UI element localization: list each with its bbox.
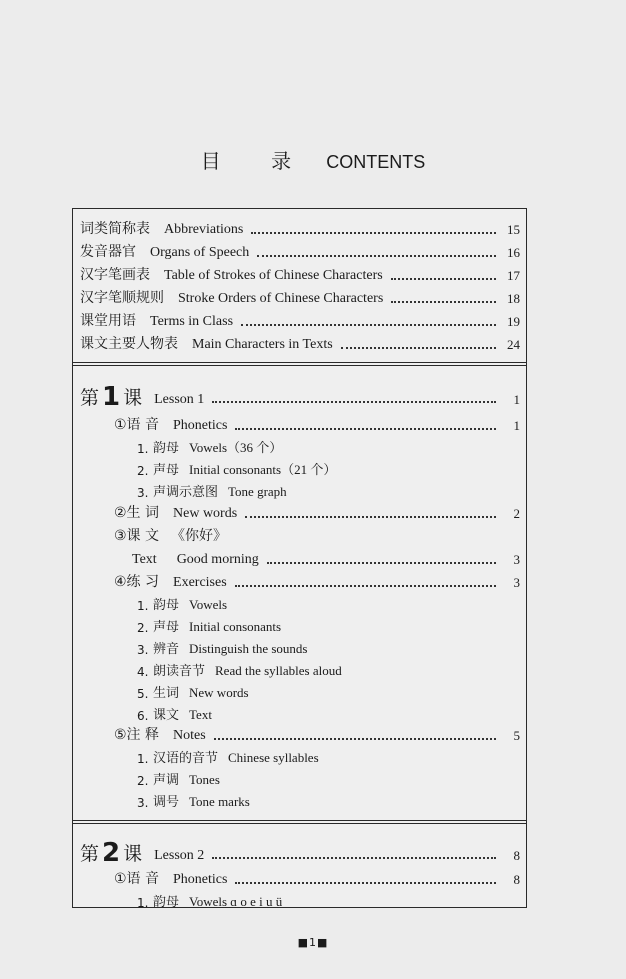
toc-entry-terms-in-class[interactable]: 课堂用语 Terms in Class 19 bbox=[80, 313, 520, 329]
list-item: 1. 汉语的音节 Chinese syllables bbox=[137, 750, 319, 766]
list-item: 2. 声母 Initial consonants bbox=[137, 619, 282, 635]
page-number: 1 bbox=[513, 418, 520, 433]
page-number: 1 bbox=[513, 392, 520, 407]
page-number: 8 bbox=[513, 848, 520, 863]
dot-leader bbox=[267, 562, 496, 564]
section-divider bbox=[72, 362, 527, 366]
dot-leader bbox=[235, 882, 496, 884]
lesson-number: 2 bbox=[102, 838, 121, 868]
list-item: 3. 调号 Tone marks bbox=[137, 794, 250, 810]
list-item: 1. 韵母 Vowels ɑ o e i u ü bbox=[137, 894, 283, 910]
toc-lesson-1-exercises[interactable]: ④练 习 Exercises 3 bbox=[114, 574, 520, 590]
toc-lesson-1-phonetics[interactable]: ①语 音 Phonetics 1 bbox=[114, 417, 520, 433]
dot-leader bbox=[235, 428, 496, 430]
dot-leader bbox=[214, 738, 496, 740]
dot-leader bbox=[257, 255, 496, 257]
dot-leader bbox=[235, 585, 496, 587]
lesson-number: 1 bbox=[102, 382, 121, 412]
toc-entry-table-of-strokes[interactable]: 汉字笔画表 Table of Strokes of Chinese Characters 17 bbox=[80, 267, 520, 283]
list-item: 1. 韵母 Vowels bbox=[137, 597, 228, 613]
dot-leader bbox=[391, 301, 496, 303]
toc-entry-organs-of-speech[interactable]: 发音器官 Organs of Speech 16 bbox=[80, 244, 520, 260]
dot-leader bbox=[251, 232, 496, 234]
page-number: 19 bbox=[507, 314, 520, 329]
dot-leader bbox=[391, 278, 496, 280]
dot-leader bbox=[212, 857, 496, 859]
page-number: 5 bbox=[513, 728, 520, 743]
dot-leader bbox=[341, 347, 496, 349]
toc-entry-main-characters[interactable]: 课文主要人物表 Main Characters in Texts 24 bbox=[80, 336, 520, 352]
page-number: 8 bbox=[513, 872, 520, 887]
toc-lesson-1-text[interactable]: ③课 文 《你好》 bbox=[114, 528, 228, 544]
toc-lesson-1-notes[interactable]: ⑤注 释 Notes 5 bbox=[114, 727, 520, 743]
page-number: 24 bbox=[507, 337, 520, 352]
section-divider bbox=[72, 820, 527, 824]
toc-lesson-1-text-english[interactable]: Text Good morning 3 bbox=[132, 552, 520, 567]
dot-leader bbox=[245, 516, 496, 518]
toc-lesson-2-phonetics[interactable]: ①语 音 Phonetics 8 bbox=[114, 871, 520, 887]
toc-lesson-2[interactable]: 第 2 课 Lesson 2 8 bbox=[80, 838, 520, 868]
dot-leader bbox=[241, 324, 496, 326]
toc-lesson-1[interactable]: 第 1 课 Lesson 1 1 bbox=[80, 382, 520, 412]
page-number: 17 bbox=[507, 268, 520, 283]
page-number: 3 bbox=[513, 552, 520, 567]
page-title bbox=[0, 145, 626, 174]
list-item: 2. 声调 Tones bbox=[137, 772, 220, 788]
list-item: 1. 韵母 Vowels（36 个） bbox=[137, 440, 283, 456]
page-footer-number: ■1■ bbox=[297, 936, 329, 949]
page-number: 3 bbox=[513, 575, 520, 590]
list-item: 5. 生词 New words bbox=[137, 685, 249, 701]
toc-entry-abbreviations[interactable]: 词类简称表 Abbreviations 15 bbox=[80, 221, 520, 237]
page-number: 2 bbox=[513, 506, 520, 521]
list-item: 6. 课文 Text bbox=[137, 707, 212, 723]
list-item: 3. 声调示意图 Tone graph bbox=[137, 484, 287, 500]
title-chinese: 目 录 bbox=[200, 149, 314, 173]
title-english: CONTENTS bbox=[326, 152, 426, 172]
toc-entry-stroke-orders[interactable]: 汉字笔顺规则 Stroke Orders of Chinese Characters 18 bbox=[80, 290, 520, 306]
dot-leader bbox=[212, 401, 496, 403]
page-number: 15 bbox=[507, 222, 520, 237]
toc-lesson-1-new-words[interactable]: ②生 词 New words 2 bbox=[114, 505, 520, 521]
list-item: 4. 朗读音节 Read the syllables aloud bbox=[137, 663, 342, 679]
page-number: 16 bbox=[507, 245, 520, 260]
page-number: 18 bbox=[507, 291, 520, 306]
list-item: 3. 辨音 Distinguish the sounds bbox=[137, 641, 308, 657]
list-item: 2. 声母 Initial consonants（21 个） bbox=[137, 462, 337, 478]
